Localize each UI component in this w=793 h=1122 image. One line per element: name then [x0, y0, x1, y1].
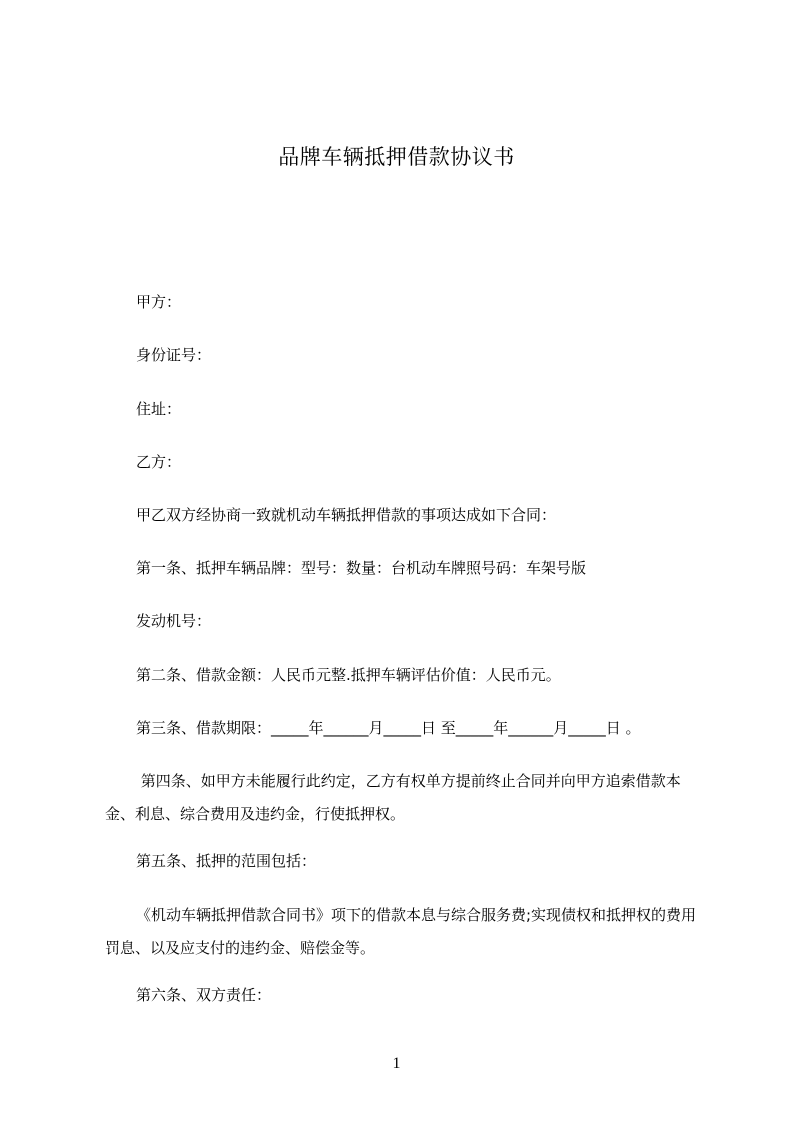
paragraph-id-number: 身份证号： [136, 346, 212, 364]
paragraph-article-3: 第三条、借款期限：_____年______月_____日 至_____年______月_____日 。 [136, 719, 641, 737]
paragraph-article-2: 第二条、借款金额：人民币元整.抵押车辆评估价值：人民币元。 [136, 666, 561, 684]
paragraph-engine-number: 发动机号： [136, 612, 212, 630]
document-title: 品牌车辆抵押借款协议书 [278, 145, 515, 169]
paragraph-address: 住址： [136, 400, 182, 418]
paragraph-agreement-intro: 甲乙双方经协商一致就机动车辆抵押借款的事项达成如下合同： [136, 506, 557, 524]
page-number: 1 [392, 1055, 401, 1072]
paragraph-party-b: 乙方： [136, 453, 182, 471]
paragraph-article-1: 第一条、抵押车辆品牌：型号：数量：台机动车牌照号码：车架号版 [136, 559, 587, 577]
paragraph-article-5-scope: 《机动车辆抵押借款合同书》项下的借款本息与综合服务费;实现债权和抵押权的费用罚息、以及应支付的违约金、赔偿金等。 [105, 906, 697, 957]
paragraph-article-5: 第五条、抵押的范围包括： [136, 852, 317, 870]
paragraph-article-4: 第四条、如甲方未能履行此约定，乙方有权单方提前终止合同并向甲方追索借款本金、利息、综合费用及违约金，行使抵押权。 [105, 772, 681, 823]
paragraph-party-a: 甲方： [136, 293, 182, 311]
paragraph-article-6: 第六条、双方责任： [136, 986, 272, 1004]
